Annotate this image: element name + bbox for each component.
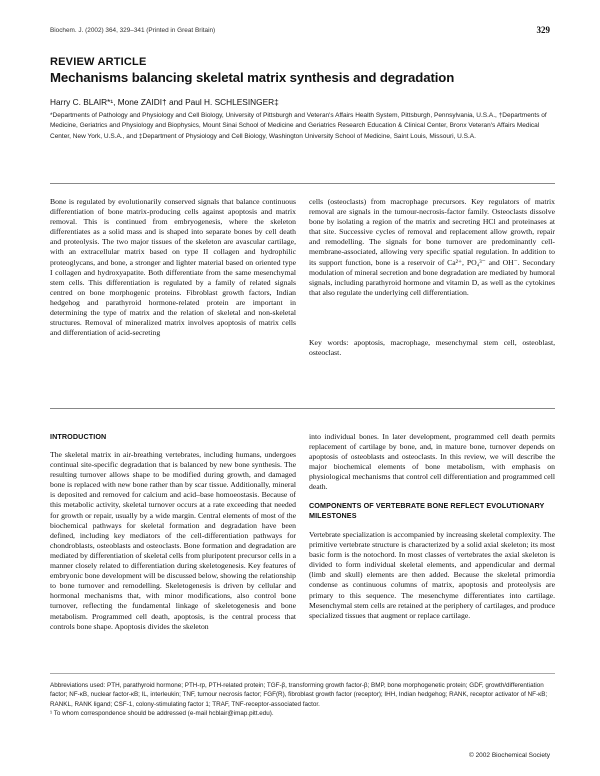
abstract-bottom-rule xyxy=(50,408,555,409)
components-text: Vertebrate specialization is accompanied by increasing skeletal complexity. The primitive vertebrate structure is characterized by a solid axial skeleton; its most basic form is the notochord. In most classes of vertebrates the axial skeleton is divided to form individual skeletal elements, and appendicular and dermal (limb and skull) elements are then added. Because the skeletal primordia condense as continuous columns of matrix, apoptosis and proteolysis are primary to this sequence. The mesenchyme differentiates into cartilage. Mesenchymal stem cells are retained at the periphery of cartilages, and produce specialized tissues that augment or replace cartilage. xyxy=(309,530,555,620)
introduction-continued: into individual bones. In later development, programmed cell death permits replacement of cartilage by bone, and, in mature bone, turnover depends on apoptosis of osteoblasts and osteoclasts. In this review, we will describe the major biochemical elements of bone metabolism, with emphasis on physiological mechanisms that control cell differentiation and programmed cell death. xyxy=(309,432,555,492)
correspondence-footnote: ¹ To whom correspondence should be addressed (e-mail hcblair@imap.pitt.edu). xyxy=(50,710,274,717)
affiliations: *Departments of Pathology and Physiology and Cell Biology, University of Pittsburgh and Veteran's Affairs Health System, Pittsburgh, Pennsylvania, U.S.A., †Departments of Medicine, Geriatrics and Physiology and Biophysics, Mount Sinai School of Medicine and Geriatrics Research Education & Clinical Center, Bronx Veteran's Affairs Medical Center, New York, U.S.A., and ‡Department of Physiology and Cell Biology, Washington University School of Medicine, Saint Louis, Missouri, U.S.A. xyxy=(50,112,547,140)
abstract-right-column: cells (osteoclasts) from macrophage precursors. Key regulators of matrix removal are signals in the tumour-necrosis-factor family. Osteoclasts dissolve bone by isolating a region of the matrix and secreting HCl and proteinases at that site. Successive cycles of removal and replacement allow growth, repair and remodelling. The signals for bone turnover are predominantly cell-membrane-associated, allowing very specific spatial regulation. In addition to its support function, bone is a reservoir of Ca²⁺, PO₄³⁻ and OH⁻. Secondary modulation of mineral secretion and bone degradation are mediated by humoral signals, including parathyroid hormone and vitamin D, as well as the cytokines that also regulate the underlying cell differentiation. xyxy=(309,197,555,297)
abstract-top-rule xyxy=(50,183,555,184)
introduction-text: The skeletal matrix in air-breathing vertebrates, including humans, undergoes continual site-specific degradation that is balanced by new bone synthesis. The resulting turnover allows shape to be modified during growth, and damaged bone is replaced with new bone rather than by scar tissue. Additionally, mineral is deposited and removed for calcium and acid–base homoeostasis. Because of this metabolic activity, skeletal turnover occurs at a rate exceeding that needed for growth or repair, usually by a wide margin. Central elements of most of the biochemical pathways for skeletal formation and degradation have been defined, including key mediators of the cell-differentiation pathways for chondroblasts, osteoblasts and osteoclasts. Bone formation and degradation are mediated by differentiation of skeletal cells from pluripotent precursor cells in a manner closely related to differentiation during skeletogenesis. Key features of embryonic bone development will be discussed below, showing the relationship to bone turnover and remodelling. Skeletogenesis is driven by cellular and hormonal mechanisms that, with minor modifications, also control bone turnover, reflecting the fundamental linkage of skeletogenesis and bone metabolism. Programmed cell death, apoptosis, is the central process that controls bone shape. Apoptosis divides the skeleton xyxy=(50,450,296,631)
components-heading: COMPONENTS OF VERTEBRATE BONE REFLECT EVOLUTIONARY MILESTONES xyxy=(309,501,545,520)
keywords: Key words: apoptosis, macrophage, mesenchymal stem cell, osteoblast, osteoclast. xyxy=(309,338,555,358)
abstract-left-column: Bone is regulated by evolutionarily conserved signals that balance continuous differentiation of bone matrix-producing cells against apoptosis and matrix removal. This is continued from embryogenesis, where the skeleton differentiates as a solid mass and is shaped into separate bones by cell death and proteolysis. The two major tissues of the skeleton are avascular cartilage, with an extracellular matrix based on type II collagen and hydrophilic proteoglycans, and bone, a stronger and lighter material based on oriented type I collagen and hydroxyapatite. Both differentiate from the same mesenchymal stem cells. This differentiation is regulated by a family of related signals centred on bone morphogenic proteins. Fibroblast growth factors, Indian hedgehog and parathyroid hormone-related protein are important in determining the type of matrix and the relation of skeletal and non-skeletal structures. Removal of mineralized matrix involves apoptosis of matrix cells and differentiation of acid-secreting xyxy=(50,197,296,338)
page-number: 329 xyxy=(536,25,550,35)
authors: Harry C. BLAIR*¹, Mone ZAIDI† and Paul H. SCHLESINGER‡ xyxy=(50,97,279,107)
abbreviations: Abbreviations used: PTH, parathyroid hormone; PTH-rp, PTH-related protein; TGF-β, transforming growth factor-β; BMP, bone morphogenetic protein; GDF, growth/differentiation factor; NF-κB, nuclear factor-κB; IL, interleukin; TNF, tumour necrosis factor; FGF(R), fibroblast growth factor (receptor); IHH, Indian hedgehog; RANK, receptor activator of NF-κB; RANKL, RANK ligand; CSF-1, colony-stimulating factor 1; TRAF, TNF-receptor-associated factor. xyxy=(50,682,548,708)
article-title: Mechanisms balancing skeletal matrix synthesis and degradation xyxy=(50,70,455,85)
copyright: © 2002 Biochemical Society xyxy=(468,752,550,759)
running-head: Biochem. J. (2002) 364, 329–341 (Printed in Great Britain) xyxy=(50,27,216,34)
article-type: REVIEW ARTICLE xyxy=(50,56,147,68)
introduction-heading: INTRODUCTION xyxy=(50,432,107,441)
footnote-rule xyxy=(50,673,555,674)
